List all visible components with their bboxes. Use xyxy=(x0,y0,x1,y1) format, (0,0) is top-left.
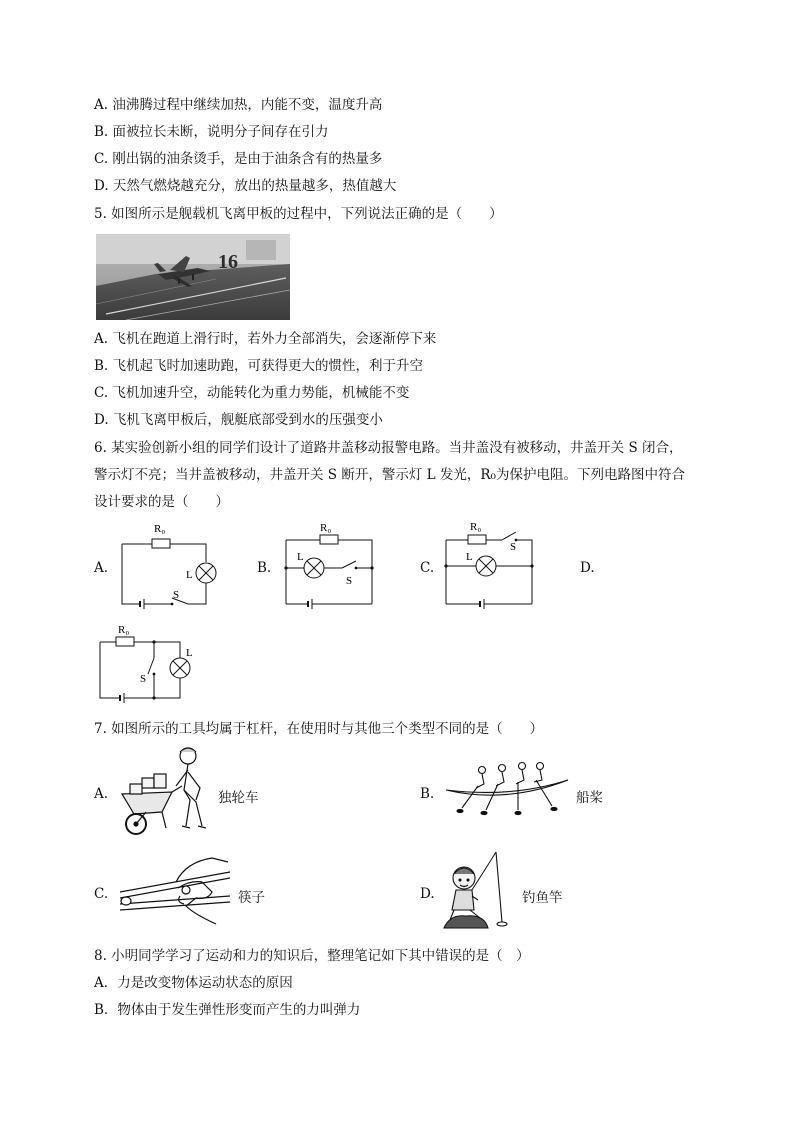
q8-option-a: A．力是改变物体运动状态的原因 xyxy=(94,975,293,991)
circuit-c-r0-label: R₀ xyxy=(470,521,482,533)
circuit-c-diagram xyxy=(438,518,548,614)
aircraft-carrier-photo xyxy=(96,234,290,320)
q7-option-b-caption: 船桨 xyxy=(576,790,603,806)
q4-option-d: D. 天然气燃烧越充分，放出的热量越多，热值越大 xyxy=(94,178,397,194)
q8-stem: 8. 小明同学学习了运动和力的知识后，整理笔记如下其中错误的是（ ） xyxy=(94,948,530,964)
q5-option-b: B. 飞机起飞时加速助跑，可获得更大的惯性，利于升空 xyxy=(94,358,424,374)
circuit-d-r0-label: R₀ xyxy=(118,624,130,636)
circuit-d-lamp-label: L xyxy=(186,647,193,659)
q4-option-a: A. 油沸腾过程中继续加热，内能不变，温度升高 xyxy=(94,97,383,113)
q6-stem-line1: 6. 某实验创新小组的同学们设计了道路井盖移动报警电路。当井盖没有被移动，井盖开关 S 闭合， xyxy=(94,440,683,456)
circuit-d-label: D. xyxy=(580,560,595,576)
q7-option-c-caption: 筷子 xyxy=(238,890,265,906)
circuit-c-resistor xyxy=(468,535,486,544)
circuit-c-switch xyxy=(502,532,516,540)
rowing-boat-illustration xyxy=(442,760,572,818)
q7-option-d-letter: D. xyxy=(420,886,435,902)
q4-option-b: B. 面被拉长未断，说明分子间存在引力 xyxy=(94,124,329,140)
circuit-b-diagram xyxy=(276,518,386,614)
q4-option-c: C. 刚出锅的油条烫手，是由于油条含有的热量多 xyxy=(94,151,383,167)
circuit-a-lamp-label: L xyxy=(186,569,193,581)
deck-number: 16 xyxy=(218,251,238,273)
q6-stem-line3: 设计要求的是（ ） xyxy=(94,494,229,510)
q7-option-d-caption: 钓鱼竿 xyxy=(522,890,563,906)
circuit-d-resistor xyxy=(116,637,134,646)
circuit-a-r0-label: R₀ xyxy=(154,523,166,535)
q7-option-c-letter: C. xyxy=(94,886,109,902)
circuit-c-lamp-label: L xyxy=(466,551,473,563)
circuit-a-switch-label: S xyxy=(173,589,180,601)
circuit-d-switch xyxy=(148,658,154,674)
q7-option-a-caption: 独轮车 xyxy=(218,790,259,806)
circuit-a-resistor xyxy=(152,539,170,548)
circuit-d-lamp xyxy=(170,658,190,678)
q6-stem-line2: 警示灯不亮；当井盖被移动，井盖开关 S 断开，警示灯 L 发光，R₀为保护电阻。下列电路图中符合 xyxy=(94,467,685,483)
chopsticks-illustration xyxy=(116,852,234,926)
circuit-b-r0-label: R₀ xyxy=(320,522,332,534)
circuit-a-diagram xyxy=(112,518,222,614)
circuit-d-diagram xyxy=(94,620,204,710)
circuit-b-resistor xyxy=(320,535,338,544)
wheelbarrow-illustration xyxy=(116,742,216,838)
circuit-b-label: B. xyxy=(257,560,272,576)
circuit-b-switch xyxy=(342,561,356,568)
circuit-b-lamp xyxy=(304,558,324,578)
circuit-b-switch-label: S xyxy=(346,575,353,587)
q5-stem: 5. 如图所示是舰载机飞离甲板的过程中，下列说法正确的是（ ） xyxy=(94,206,503,222)
q7-option-b-letter: B. xyxy=(420,786,435,802)
circuit-b-lamp-label: L xyxy=(297,551,304,563)
circuit-c-lamp xyxy=(476,556,496,576)
q7-stem: 7. 如图所示的工具均属于杠杆，在使用时与其他三个类型不同的是（ ） xyxy=(94,721,544,737)
fishing-rod-illustration xyxy=(440,848,520,934)
circuit-c-switch-label: S xyxy=(510,541,517,553)
circuit-a-lamp xyxy=(196,563,216,583)
q5-option-c: C. 飞机加速升空，动能转化为重力势能，机械能不变 xyxy=(94,385,410,401)
circuit-c-label: C. xyxy=(420,560,435,576)
q5-option-a: A. 飞机在跑道上滑行时，若外力全部消失，会逐渐停下来 xyxy=(94,331,437,347)
q7-option-a-letter: A. xyxy=(94,786,109,802)
circuit-d-switch-label: S xyxy=(140,673,147,685)
q8-option-b: B．物体由于发生弹性形变而产生的力叫弹力 xyxy=(94,1002,361,1018)
circuit-a-label: A. xyxy=(94,560,109,576)
q5-option-d: D. 飞机飞离甲板后，舰艇底部受到水的压强变小 xyxy=(94,412,383,428)
